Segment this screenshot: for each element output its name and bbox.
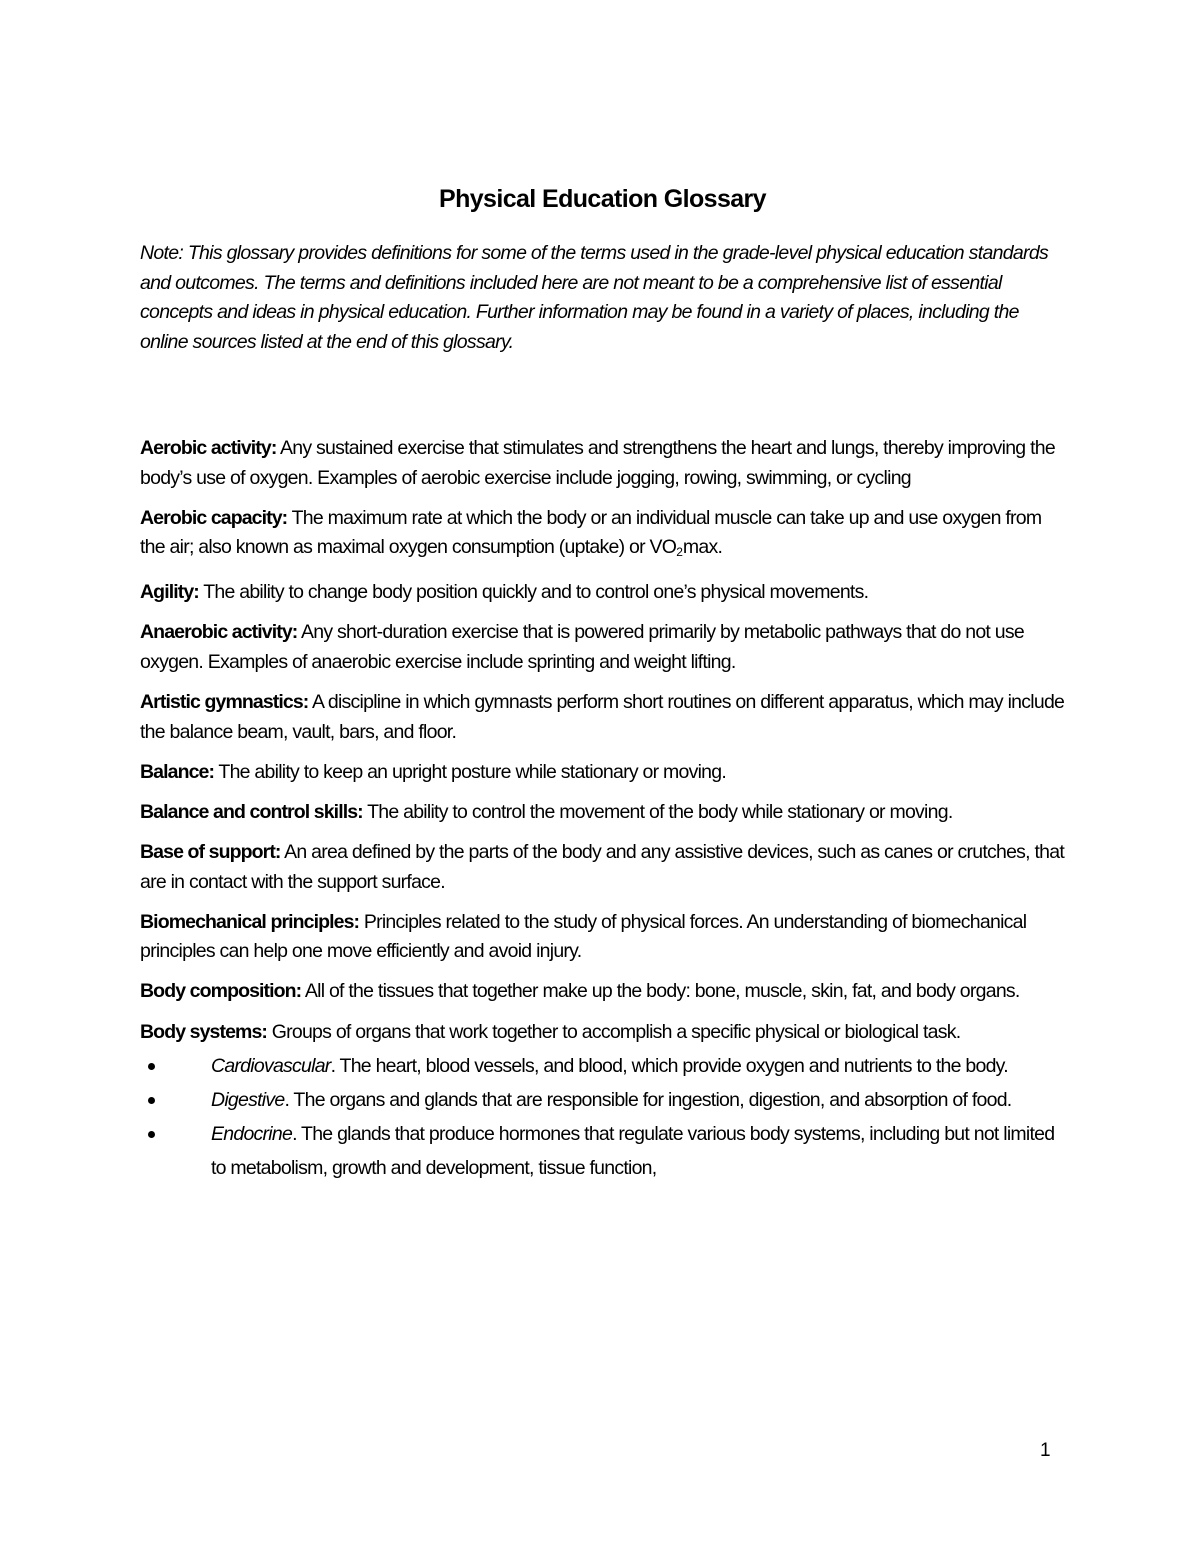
glossary-term: Aerobic activity: — [140, 437, 277, 459]
glossary-term: Body systems: — [140, 1020, 268, 1043]
body-system-definition: . The organs and glands that are responsible for ingestion, digestion, and absorption of food. — [284, 1089, 1012, 1112]
glossary-term: Base of support: — [140, 841, 281, 864]
page-number: 1 — [1040, 1440, 1051, 1461]
glossary-definition: Any sustained exercise that stimulates and strengthens the heart and lungs, thereby improving the body’s use of oxygen. Examples of aerobic exercise include jogging, rowing, swimming, or cycling — [140, 437, 1055, 489]
glossary-definition-end: max. — [682, 536, 723, 559]
body-system-item-digestive — [140, 1083, 1065, 1117]
glossary-term: Artistic gymnastics: — [140, 691, 309, 714]
glossary-entry-base-of-support — [140, 838, 1065, 897]
glossary-definition: The maximum rate at which the body or an individual muscle can take up and use oxygen from the air; also known as maximal oxygen consumption (uptake) or VO — [140, 506, 1042, 559]
glossary-entry-agility — [140, 578, 1065, 608]
body-system-item-endocrine — [140, 1117, 1065, 1185]
body-system-definition: . The heart, blood vessels, and blood, which provide oxygen and nutrients to the body. — [330, 1055, 1008, 1078]
glossary-entry-biomechanical-principles — [140, 908, 1065, 967]
glossary-term: Anaerobic activity: — [140, 621, 298, 644]
body-systems-list — [140, 1049, 1065, 1185]
subscript-2: 2 — [676, 545, 683, 560]
glossary-entry-balance-and-control-skills — [140, 798, 1065, 828]
glossary-definition: Principles related to the study of physical forces. An understanding of biomechanical principles can help one move efficiently and avoid injury. — [140, 910, 1027, 963]
glossary-entry-balance — [140, 758, 1065, 788]
body-system-term: Endocrine — [211, 1123, 293, 1146]
glossary-entry-body-composition — [140, 977, 1065, 1007]
glossary-entry-anaerobic-activity — [140, 618, 1065, 677]
document-title: Physical Education Glossary — [439, 185, 766, 213]
bullet-icon — [148, 1063, 155, 1070]
glossary-entry-body-systems — [140, 1018, 1065, 1048]
body-system-term: Digestive — [211, 1089, 285, 1112]
glossary-entries — [140, 434, 1065, 1185]
glossary-term: Body composition: — [140, 980, 302, 1003]
body-system-term: Cardiovascular — [211, 1055, 331, 1078]
glossary-entry-aerobic-activity — [140, 434, 1065, 493]
glossary-entry-aerobic-capacity — [140, 504, 1065, 568]
glossary-term: Balance and control skills: — [140, 800, 363, 823]
glossary-note: Note: This glossary provides definitions for some of the terms used in the grade-level physical education standards and outcomes. The terms and definitions included here are not meant to be a comprehensive list of essential concepts and ideas in physical education. Further information may be found in a variety of places, including the online sources listed at the end of this glossary. — [140, 242, 1049, 353]
glossary-definition: An area defined by the parts of the body and any assistive devices, such as canes or crutches, that are in contact with the support surface. — [140, 841, 1065, 893]
glossary-definition: Any short-duration exercise that is powered primarily by metabolic pathways that do not use oxygen. Examples of anaerobic exercise include sprinting and weight lifting. — [140, 621, 1024, 674]
glossary-definition: The ability to change body position quickly and to control one’s physical movements. — [198, 581, 869, 604]
body-system-item-cardiovascular — [140, 1049, 1065, 1083]
glossary-entry-artistic-gymnastics — [140, 688, 1065, 747]
body-system-definition: . The glands that produce hormones that regulate various body systems, including but not limited to metabolism, growth and development, tissue function, — [211, 1123, 1055, 1180]
glossary-definition: A discipline in which gymnasts perform short routines on different apparatus, which may include the balance beam, vault, bars, and floor. — [140, 691, 1065, 743]
glossary-definition: The ability to keep an upright posture while stationary or moving. — [214, 760, 727, 783]
bullet-icon — [148, 1131, 155, 1138]
glossary-definition: All of the tissues that together make up the body: bone, muscle, skin, fat, and body organs. — [301, 980, 1020, 1003]
glossary-term: Balance: — [140, 760, 215, 783]
bullet-icon — [148, 1097, 155, 1104]
glossary-definition: Groups of organs that work together to accomplish a specific physical or biological task. — [267, 1020, 961, 1043]
glossary-term: Agility: — [140, 581, 199, 604]
glossary-term: Biomechanical principles: — [140, 910, 360, 933]
glossary-definition: The ability to control the movement of the body while stationary or moving. — [362, 800, 953, 823]
glossary-term: Aerobic capacity: — [140, 506, 288, 529]
